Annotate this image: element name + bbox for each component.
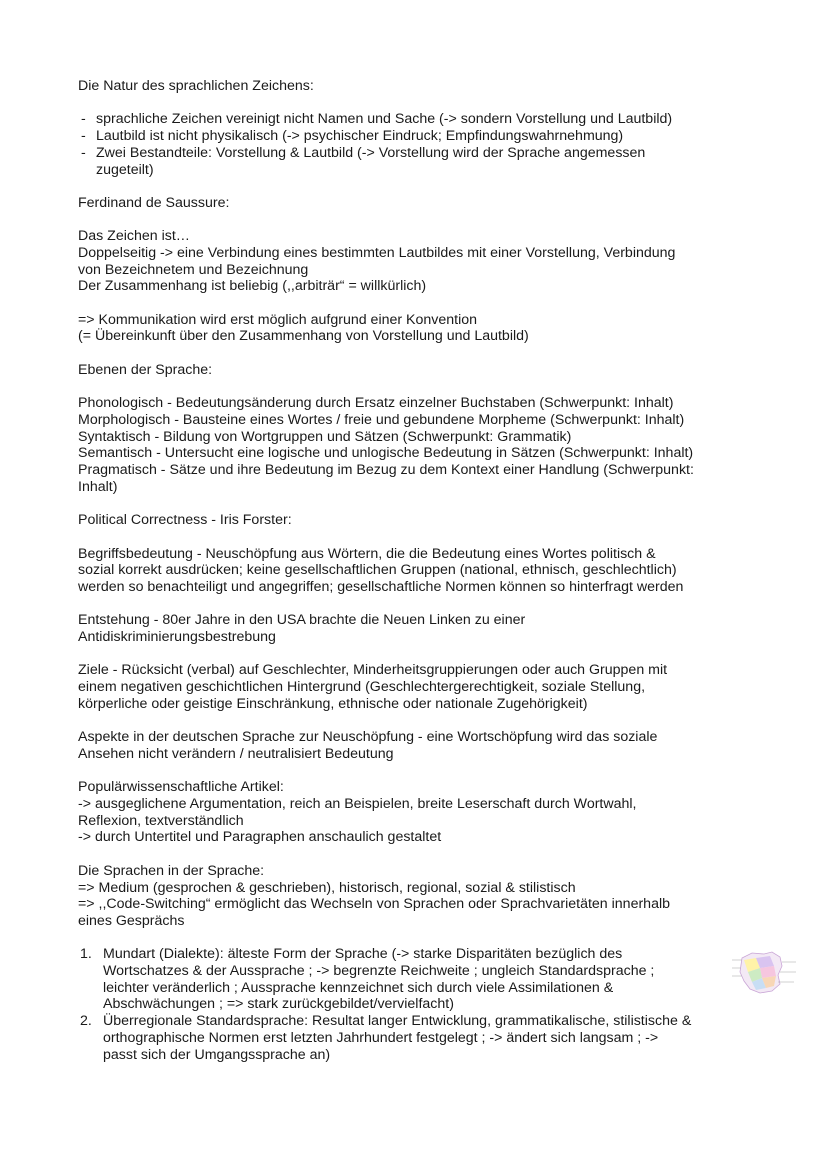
paragraph-ziele: Ziele - Rücksicht (verbal) auf Geschlechter, Minderheitsgruppierungen oder auch Gruppen mit einem negativen geschichtlichen Hintergrund (Geschlechtergerechtigkeit, soziale Stellung, körperliche oder geistige Einschränkung, ethnische oder nationale Zugehörigkeit) bbox=[78, 662, 668, 712]
paragraph-artikel: Populärwissenschaftliche Artikel: -> ausgeglichene Argumentation, reich an Beispielen, breite Leserschaft durch Wortwahl, Reflexion, textverständlich -> durch Untertitel und Paragraphen anschaulich gestaltet bbox=[78, 779, 637, 846]
dialect-map-image bbox=[730, 948, 798, 996]
bullet-item: - sprachliche Zeichen vereinigt nicht Namen und Sache (-> sondern Vorstellung und Lautbild) bbox=[78, 111, 768, 128]
paragraph-sprachen: Die Sprachen in der Sprache: => Medium (gesprochen & geschrieben), historisch, regional, sozial & stilistisch => ,,Code-Switching“ ermöglicht das Wechseln von Sprachen oder Sprachvarietäten innerhalb eines Gesprächs bbox=[78, 862, 671, 929]
section-heading-zeichen: Die Natur des sprachlichen Zeichens: bbox=[78, 78, 314, 94]
paragraph-aspekte: Aspekte in der deutschen Sprache zur Neuschöpfung - eine Wortschöpfung wird das soziale Ansehen nicht verändern / neutralisiert Bedeutung bbox=[78, 729, 658, 762]
document-page bbox=[78, 78, 768, 1063]
paragraph-begriffsbedeutung: Begriffsbedeutung - Neuschöpfung aus Wörtern, die die Bedeutung eines Wortes politisch & sozial korrekt ausdrücken; keine gesellschaftlichen Gruppen (national, ethnisch, geschlechtlich) werden so benachteiligt und angegriffen; gesellschaftliche Normen können so hinterfragt werden bbox=[78, 545, 684, 595]
section-heading-political-correctness: Political Correctness - Iris Forster: bbox=[78, 512, 292, 529]
bullet-item: - Lautbild ist nicht physikalisch (-> psychischer Eindruck; Empfindungswahrnehmung) bbox=[78, 128, 768, 145]
list-item: 2. Überregionale Standardsprache: Resultat langer Entwicklung, grammatikalische, stilistische & orthographische Normen erst letzten Jahrhundert festgelegt ; -> ändert sich langsam ; -> passt sich der Umgangssprache an) bbox=[80, 1013, 692, 1063]
bullet-item: - Zwei Bestandteile: Vorstellung & Lautbild (-> Vorstellung wird der Sprache angemessen zugeteilt) bbox=[78, 145, 768, 178]
zeichen-bullet-list bbox=[78, 111, 768, 178]
list-item: 1. Mundart (Dialekte): älteste Form der Sprache (-> starke Disparitäten bezüglich des Wortschatzes & der Aussprache ; -> begrenzte Reichweite ; ungleich Standardsprache ; leichter veränderlich ; Aussprache kennzeichnet sich durch viele Assimilationen & Abschwächungen ; => stark zurückgebildet/vervielfacht) bbox=[80, 946, 655, 1013]
paragraph-ebenen: Phonologisch - Bedeutungsänderung durch Ersatz einzelner Buchstaben (Schwerpunkt: Inhalt) Morphologisch - Bausteine eines Wortes / freie und gebundene Morpheme (Schwerpunkt: Inhalt) Syntaktisch - Bildung von Wortgruppen und Sätzen (Schwerpunkt: Grammatik) Semantisch - Untersucht eine logische und unlogische Bedeutung in Sätzen (Schwerpunkt: Inhalt) Pragmatisch - Sätze und ihre Bedeutung im Bezug zu dem Kontext einer Handlung (Schwerpunkt: Inhalt) bbox=[78, 395, 694, 495]
paragraph-entstehung: Entstehung - 80er Jahre in den USA brachte die Neuen Linken zu einer Antidiskriminierungsbestrebung bbox=[78, 612, 526, 646]
section-heading-ebenen: Ebenen der Sprache: bbox=[78, 361, 213, 378]
numbered-list bbox=[78, 946, 768, 1063]
paragraph-zeichen-ist: Das Zeichen ist… Doppelseitig -> eine Verbindung eines bestimmten Lautbildes mit einer Vorstellung, Verbindung von Bezeichnetem und Bezeichnung Der Zusammenhang ist beliebig (,,arbiträr“ = willkürlich) bbox=[78, 228, 676, 295]
paragraph-konvention: => Kommunikation wird erst möglich aufgrund einer Konvention (= Übereinkunft über den Zusammenhang von Vorstellung und Lautbild) bbox=[78, 311, 529, 345]
section-heading-saussure: Ferdinand de Saussure: bbox=[78, 194, 230, 211]
